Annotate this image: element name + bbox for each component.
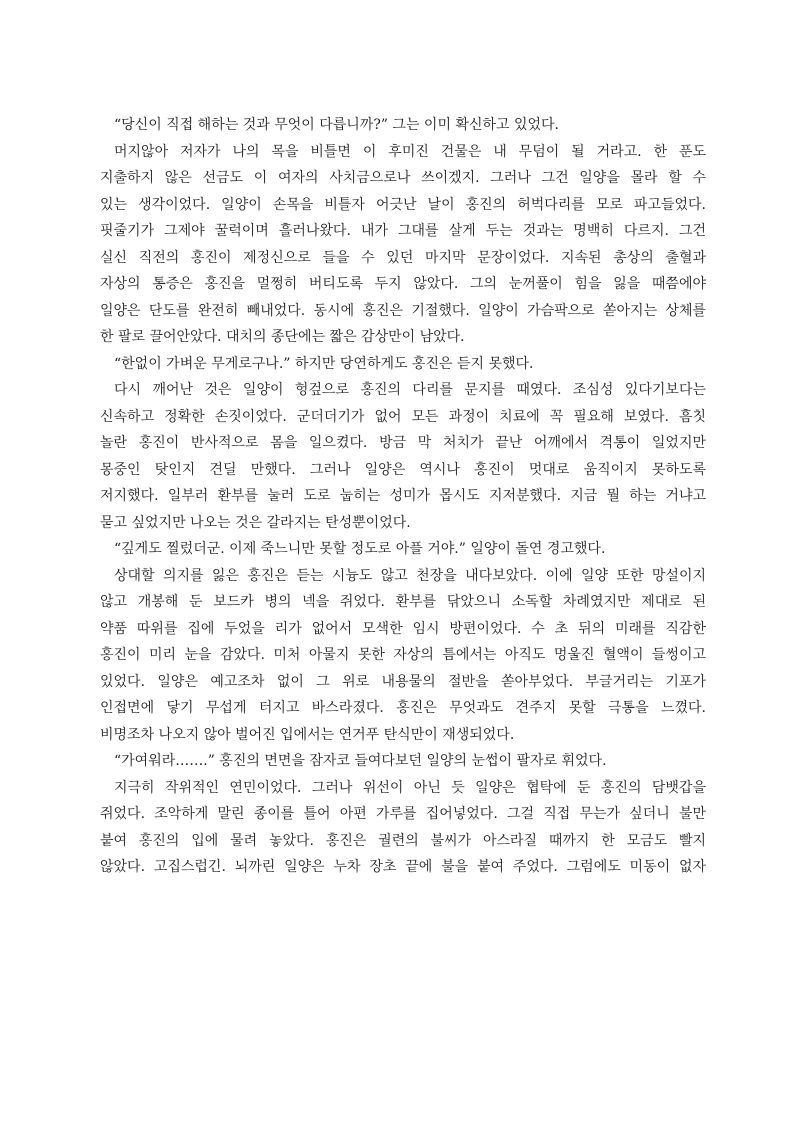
text-line: 일양은 단도를 완전히 빼내었다. 동시에 홍진은 기절했다. 일양이 가슴팍으로 쏟아지는 상체를 bbox=[100, 302, 706, 319]
text-line: 실신 직전의 홍진이 제정신으로 들을 수 있던 마지막 문장이었다. 지속된 총상의 출혈과 bbox=[100, 249, 706, 266]
paragraph bbox=[100, 377, 706, 536]
paragraph bbox=[100, 112, 706, 139]
text-line: 지출하지 않은 선금도 이 여자의 사치금으로나 쓰이겠지. 그러나 그건 일양을 몰라 할 수 bbox=[100, 170, 706, 186]
text-line: “당신이 직접 해하는 것과 무엇이 다릅니까?” 그는 이미 확신하고 있었다. bbox=[114, 117, 559, 133]
text-line: “깊게도 찔렀더군. 이제 죽느니만 못할 정도로 아플 거야.” 일양이 돌연 경고했다. bbox=[114, 541, 606, 557]
text-line: 핏줄기가 그제야 꿀럭이며 흘러나왔다. 내가 그대를 살게 두는 것과는 명백히 다르지. 그건 bbox=[100, 223, 706, 239]
text-line: 몽중인 탓인지 견딜 만했다. 그러나 일양은 역시나 홍진이 멋대로 움직이지 못하도록 bbox=[100, 461, 706, 478]
paragraph bbox=[100, 748, 706, 775]
paragraph bbox=[100, 536, 706, 563]
paragraph bbox=[100, 351, 706, 378]
text-line: 쥐었다. 조악하게 말린 종이를 틀어 아편 가루를 집어넣었다. 그걸 직접 무는가 싶더니 불만 bbox=[100, 806, 706, 822]
text-line: 홍진이 미리 눈을 감았다. 미처 아물지 못한 자상의 틈에서는 아직도 멍울진 혈액이 들썽이고 bbox=[100, 647, 706, 663]
paragraph bbox=[100, 775, 706, 881]
text-line: 비명조차 나오지 않아 벌어진 입에서는 연거푸 탄식만이 재생되었다. bbox=[100, 726, 515, 743]
paragraph bbox=[100, 563, 706, 749]
text-line: 있었다. 일양은 예고조차 없이 그 위로 내용물의 절반을 쏟아부었다. 부글거리는 기포가 bbox=[100, 673, 706, 690]
text-line: 약품 따위를 집에 두었을 리가 없어서 모색한 임시 방편이었다. 수 초 뒤의 미래를 직감한 bbox=[100, 620, 706, 637]
text-line: 않았다. 고집스럽긴. 뇌까린 일양은 누차 장초 끝에 불을 붙여 주었다. 그럼에도 미동이 없자 bbox=[100, 859, 706, 875]
text-line: 자상의 통증은 홍진을 멀쩡히 버티도록 두지 않았다. 그의 눈꺼풀이 힘을 잃을 때쯤에야 bbox=[100, 276, 706, 292]
text-line: 묻고 싶었지만 나오는 것은 갈라지는 탄성뿐이었다. bbox=[100, 514, 411, 531]
body-text bbox=[100, 112, 706, 881]
text-line: 저지했다. 일부러 환부를 눌러 도로 눕히는 성미가 몹시도 지저분했다. 지금 뭘 하는 거냐고 bbox=[100, 488, 706, 504]
text-line: “한없이 가벼운 무게로구나.” 하지만 당연하게도 홍진은 듣지 못했다. bbox=[114, 355, 534, 372]
text-line: 머지않아 저자가 나의 목을 비틀면 이 후미진 건물은 내 무덤이 될 거라고. 한 푼도 bbox=[114, 143, 706, 160]
text-line: 한 팔로 끌어안았다. 대치의 종단에는 짧은 감상만이 남았다. bbox=[100, 329, 465, 345]
paragraph bbox=[100, 139, 706, 351]
text-line: 다시 깨어난 것은 일양이 헝겊으로 홍진의 다리를 문지를 때였다. 조심성 있다기보다는 bbox=[114, 382, 706, 398]
text-line: “가여워라…….” 홍진의 면면을 잠자코 들여다보던 일양의 눈썹이 팔자로 휘었다. bbox=[114, 753, 607, 769]
text-line: 있는 생각이었다. 일양이 손목을 비틀자 어긋난 날이 홍진의 허벅다리를 모로 파고들었다. bbox=[100, 196, 706, 213]
text-line: 신속하고 정확한 손짓이었다. 군더더기가 없어 모든 과정이 치료에 꼭 필요해 보였다. 흠칫 bbox=[100, 408, 706, 425]
text-line: 않고 개봉해 둔 보드카 병의 넥을 쥐었다. 환부를 닦았으니 소독할 차례였지만 제대로 된 bbox=[100, 594, 706, 610]
text-line: 붙여 홍진의 입에 물려 놓았다. 홍진은 궐련의 불씨가 아스라질 때까지 한 모금도 빨지 bbox=[100, 832, 706, 849]
text-line: 놀란 홍진이 반사적으로 몸을 일으켰다. 방금 막 처치가 끝난 어깨에서 격통이 일었지만 bbox=[100, 435, 706, 451]
text-line: 인접면에 닿기 무섭게 터지고 바스라졌다. 홍진은 무엇과도 견주지 못할 극통을 느꼈다. bbox=[100, 700, 706, 716]
text-line: 상대할 의지를 잃은 홍진은 듣는 시늉도 않고 천장을 내다보았다. 이에 일양 또한 망설이지 bbox=[114, 567, 706, 584]
text-line: 지극히 작위적인 연민이었다. 그러나 위선이 아닌 듯 일양은 협탁에 둔 홍진의 담뱃갑을 bbox=[114, 779, 706, 796]
